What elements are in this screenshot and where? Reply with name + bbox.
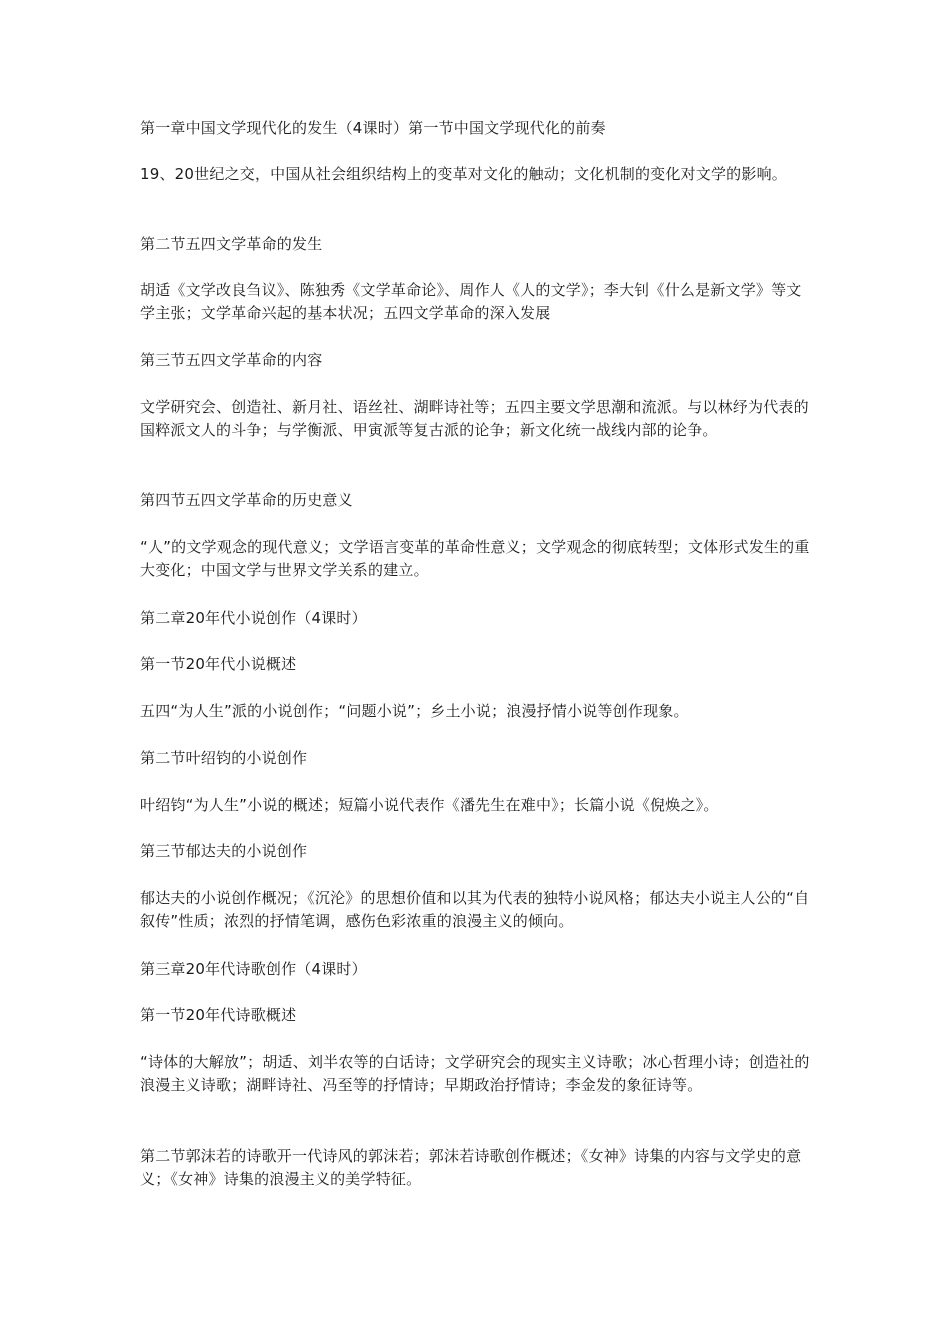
section-heading-2-2: 第二节叶绍钧的小说创作 — [140, 749, 308, 767]
paragraph-2-2: 叶绍钧“为人生”小说的概述；短篇小说代表作《潘先生在难中》；长篇小说《倪焕之》。 — [140, 796, 719, 814]
chapter-1-heading: 第一章中国文学现代化的发生（4课时）第一节中国文学现代化的前奏 — [140, 119, 606, 137]
paragraph-ch1-intro: 19、20世纪之交，中国从社会组织结构上的变革对文化的触动；文化机制的变化对文学的影响。 — [140, 165, 787, 183]
paragraph-1-2: 胡适《文学改良刍议》、陈独秀《文学革命论》、周作人《人的文学》；李大钊《什么是新文学》等文学主张；文学革命兴起的基本状况；五四文学革命的深入发展 — [140, 281, 802, 322]
chapter-3-heading: 第三章20年代诗歌创作（4课时） — [140, 960, 367, 978]
paragraph-2-3: 郁达夫的小说创作概况；《沉沦》的思想价值和以其为代表的独特小说风格；郁达夫小说主人公的“自叙传”性质；浓烈的抒情笔调，感伤色彩浓重的浪漫主义的倾向。 — [140, 889, 810, 930]
chapter-2-heading: 第二章20年代小说创作（4课时） — [140, 609, 367, 627]
section-heading-2-1: 第一节20年代小说概述 — [140, 655, 297, 673]
paragraph-3-1: “诗体的大解放”；胡适、刘半农等的白话诗；文学研究会的现实主义诗歌；冰心哲理小诗；创造社的浪漫主义诗歌；湖畔诗社、冯至等的抒情诗；早期政治抒情诗；李金发的象征诗等。 — [140, 1053, 810, 1094]
section-3-2: 第二节郭沫若的诗歌开一代诗风的郭沫若；郭沫若诗歌创作概述；《女神》诗集的内容与文学史的意义；《女神》诗集的浪漫主义的美学特征。 — [140, 1147, 802, 1188]
paragraph-1-4: “人”的文学观念的现代意义；文学语言变革的革命性意义；文学观念的彻底转型；文体形式发生的重大变化；中国文学与世界文学关系的建立。 — [140, 538, 810, 579]
section-heading-1-3: 第三节五四文学革命的内容 — [140, 351, 323, 369]
section-heading-2-3: 第三节郁达夫的小说创作 — [140, 842, 308, 860]
paragraph-2-1: 五四“为人生”派的小说创作；“问题小说”；乡土小说；浪漫抒情小说等创作现象。 — [140, 702, 689, 720]
paragraph-1-3: 文学研究会、创造社、新月社、语丝社、湖畔诗社等；五四主要文学思潮和流派。与以林纾为代表的国粹派文人的斗争；与学衡派、甲寅派等复古派的论争；新文化统一战线内部的论争。 — [140, 398, 809, 439]
section-heading-1-2: 第二节五四文学革命的发生 — [140, 235, 323, 253]
section-heading-3-1: 第一节20年代诗歌概述 — [140, 1006, 297, 1024]
section-heading-1-4: 第四节五四文学革命的历史意义 — [140, 491, 353, 509]
